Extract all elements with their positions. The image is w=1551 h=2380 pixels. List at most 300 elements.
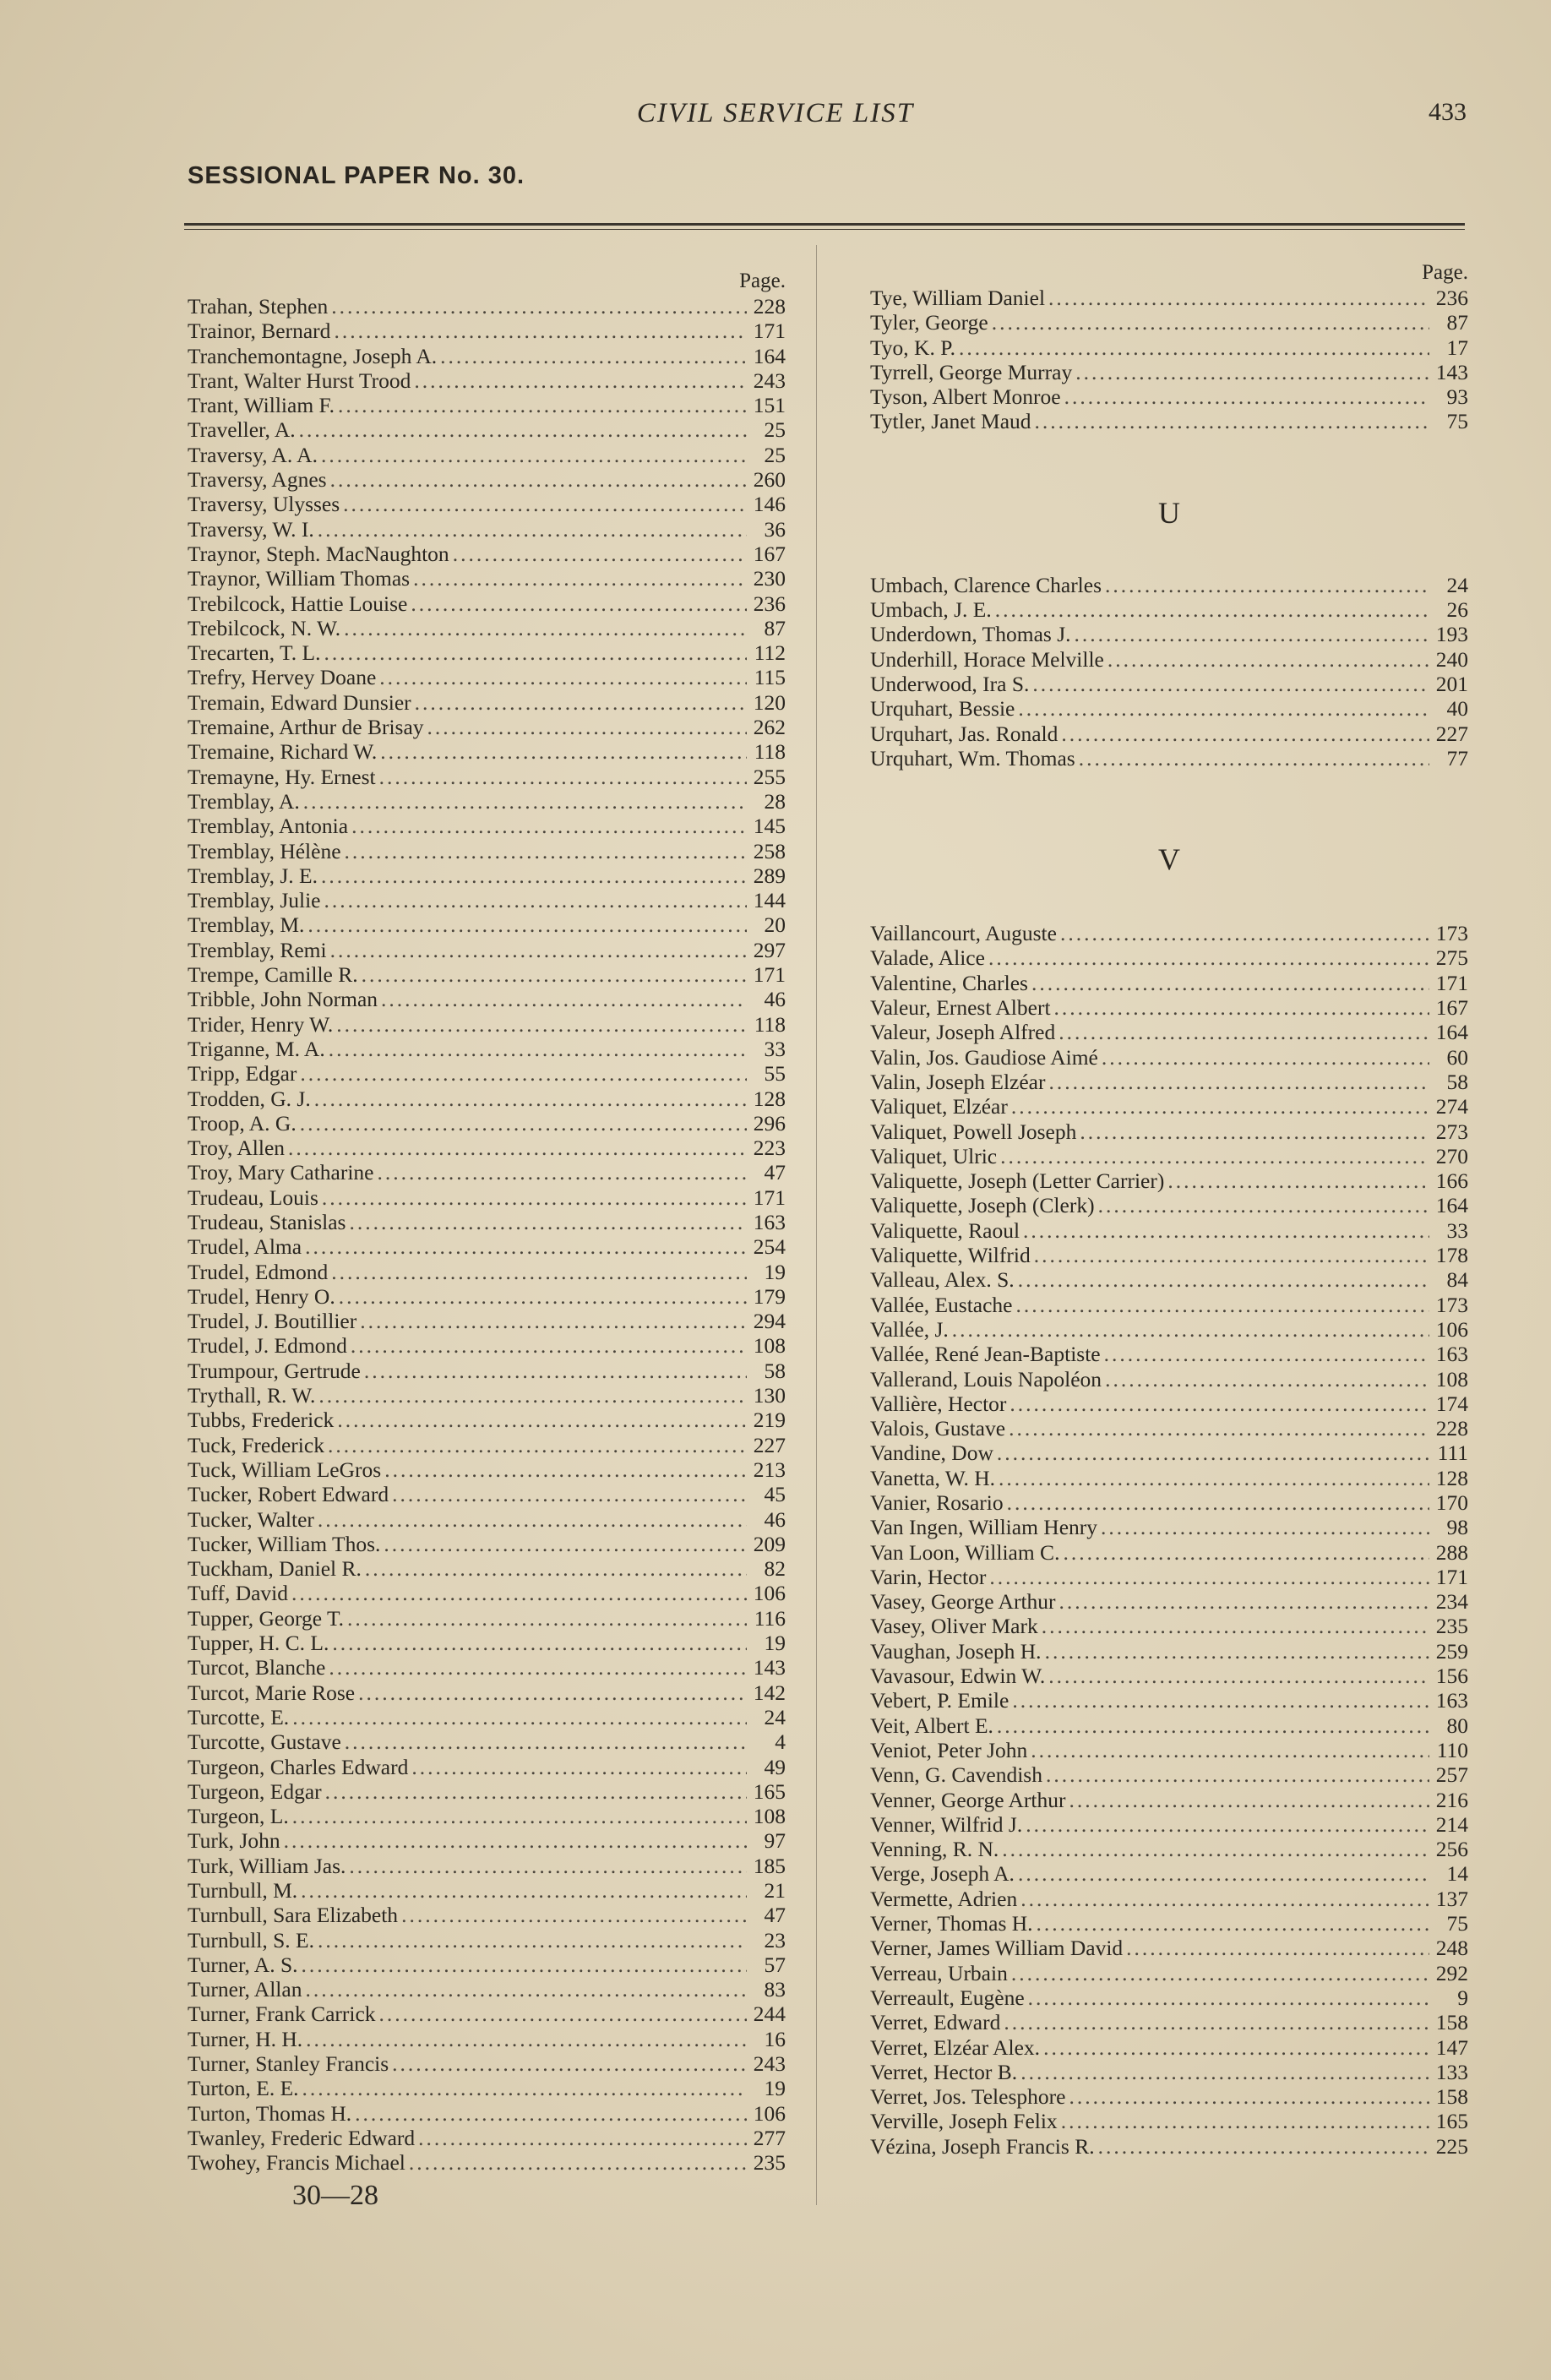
entry-name: Tremblay, Remi	[188, 937, 327, 962]
index-entry	[870, 672, 1468, 696]
entry-page: 235	[1435, 1614, 1468, 1639]
index-entry	[870, 1218, 1468, 1243]
entry-name: Vermette, Adrien	[870, 1886, 1018, 1911]
dot-leader	[1046, 1762, 1429, 1787]
entry-page: 163	[1435, 1688, 1468, 1713]
index-entry	[870, 1812, 1468, 1837]
entry-name: Turcotte, E.	[188, 1704, 290, 1729]
entry-name: Troy, Mary Catharine	[188, 1160, 374, 1185]
index-entry	[188, 715, 786, 739]
dot-leader	[453, 542, 747, 566]
entry-page: 84	[1446, 1267, 1468, 1293]
entry-page: 167	[753, 541, 786, 566]
dot-leader	[318, 1928, 747, 1952]
entry-page: 260	[753, 467, 786, 493]
dot-leader	[1048, 1664, 1429, 1688]
entry-name: Turk, John	[188, 1828, 280, 1854]
dot-leader	[1010, 1392, 1429, 1416]
dot-leader	[338, 393, 747, 417]
entry-name: Trudel, J. Boutillier	[188, 1309, 357, 1334]
index-entry	[870, 597, 1468, 622]
entry-name: Trempe, Camille R.	[188, 962, 358, 988]
entry-name: Turk, William Jas.	[188, 1853, 346, 1878]
index-entry	[188, 1185, 786, 1210]
dot-leader	[1060, 921, 1429, 945]
index-entry	[870, 2035, 1468, 2060]
entry-page: 19	[764, 2076, 786, 2101]
entry-page: 24	[1446, 572, 1468, 597]
dot-leader	[1054, 995, 1429, 1020]
dot-leader	[1023, 1218, 1429, 1243]
page-number: 433	[1429, 98, 1467, 126]
dot-leader	[360, 1309, 747, 1333]
entry-page: 128	[1435, 1465, 1468, 1490]
entry-page: 151	[753, 393, 786, 418]
dot-leader	[1016, 1293, 1429, 1317]
index-entry	[870, 310, 1468, 335]
dot-leader	[1004, 2010, 1429, 2034]
entry-page: 82	[764, 1556, 786, 1582]
dot-leader	[1032, 672, 1429, 696]
index-entry	[870, 1392, 1468, 1416]
entry-page: 112	[754, 640, 786, 666]
dot-leader	[336, 1012, 747, 1037]
entry-name: Vallée, René Jean-Baptiste	[870, 1342, 1101, 1367]
entry-name: Verret, Jos. Telesphore	[870, 2084, 1066, 2110]
entry-name: Tremblay, M.	[188, 912, 305, 938]
index-entry	[870, 409, 1468, 433]
index-entry	[188, 1037, 786, 1061]
entry-page: 46	[764, 1506, 786, 1532]
dot-leader	[364, 1359, 747, 1383]
index-entry	[188, 1012, 786, 1037]
entry-page: 45	[764, 1482, 786, 1507]
index-entry	[188, 1160, 786, 1185]
index-entry	[188, 1532, 786, 1556]
entry-page: 174	[1435, 1391, 1468, 1416]
entry-name: Trant, Walter Hurst Trood	[188, 368, 411, 393]
index-entry	[870, 1911, 1468, 1936]
dot-leader	[358, 1680, 747, 1705]
entry-name: Trecarten, T. L.	[188, 640, 321, 666]
index-entry	[188, 2051, 786, 2076]
index-entry	[188, 863, 786, 888]
entry-page: 156	[1435, 1664, 1468, 1689]
entry-name: Traversy, A. A.	[188, 442, 318, 467]
entry-page: 254	[753, 1234, 786, 1260]
dot-leader	[321, 863, 747, 888]
dot-leader	[1018, 1267, 1429, 1292]
index-entry	[870, 746, 1468, 771]
entry-name: Vanier, Rosario	[870, 1490, 1004, 1515]
index-entry	[870, 622, 1468, 646]
index-entry	[188, 1928, 786, 1952]
entry-page: 19	[764, 1259, 786, 1284]
entry-page: 171	[753, 962, 786, 988]
entry-name: Tremayne, Hy. Ernest	[188, 764, 376, 789]
index-entry	[188, 1581, 786, 1605]
dot-leader	[415, 690, 747, 715]
dot-leader	[427, 715, 747, 739]
dot-leader	[292, 1804, 747, 1828]
index-entry	[870, 971, 1468, 995]
index-entry	[188, 1210, 786, 1234]
index-entry	[188, 1705, 786, 1729]
index-entry	[188, 1804, 786, 1828]
entry-page: 14	[1446, 1861, 1468, 1887]
entry-page: 142	[753, 1680, 786, 1705]
dot-leader	[1009, 1416, 1429, 1441]
entry-name: Vaughan, Joseph H.	[870, 1638, 1042, 1664]
index-entry	[870, 286, 1468, 310]
dot-leader	[1011, 1961, 1429, 1985]
dot-leader	[345, 1729, 747, 1754]
dot-leader	[344, 616, 747, 640]
dot-leader	[349, 1854, 747, 1878]
entry-name: Underdown, Thomas J.	[870, 622, 1071, 647]
entry-page: 256	[1435, 1837, 1468, 1862]
entry-page: 170	[1435, 1490, 1468, 1515]
entry-page: 288	[1435, 1539, 1468, 1565]
entry-name: Tuck, William LeGros	[188, 1457, 382, 1482]
dot-leader	[1059, 1589, 1429, 1614]
entry-name: Valiquette, Joseph (Clerk)	[870, 1193, 1095, 1218]
index-entry	[188, 2027, 786, 2051]
entry-page: 214	[1435, 1811, 1468, 1837]
entry-page: 93	[1446, 384, 1468, 410]
entry-page: 255	[753, 764, 786, 789]
entry-page: 216	[1435, 1787, 1468, 1812]
index-entry	[188, 467, 786, 492]
dot-leader	[1011, 1094, 1429, 1119]
entry-page: 130	[753, 1383, 786, 1408]
dot-leader	[351, 814, 747, 838]
index-entry	[870, 1614, 1468, 1638]
index-entry	[188, 2126, 786, 2150]
index-entry	[870, 1565, 1468, 1589]
entry-name: Tuckham, Daniel R.	[188, 1556, 362, 1582]
index-entry	[188, 1359, 786, 1383]
entry-name: Trainor, Bernard	[188, 319, 331, 344]
index-entry	[870, 1713, 1468, 1738]
entry-list-v	[870, 921, 1468, 2159]
entry-name: Trahan, Stephen	[188, 294, 329, 319]
entry-name: Turton, E. E.	[188, 2076, 299, 2101]
entry-page: 292	[1435, 1960, 1468, 1985]
entry-page: 146	[753, 492, 786, 517]
dot-leader	[334, 319, 747, 343]
dot-leader	[1018, 1861, 1429, 1886]
entry-page: 163	[1435, 1342, 1468, 1367]
entry-list-t	[870, 286, 1468, 434]
dot-leader	[302, 2076, 747, 2100]
entry-name: Turcotte, Gustave	[188, 1729, 341, 1755]
entry-page: 277	[753, 2125, 786, 2150]
index-entry	[188, 294, 786, 319]
index-entry	[188, 1457, 786, 1482]
dot-leader	[305, 1977, 747, 2001]
dot-leader	[997, 1441, 1429, 1465]
dot-leader	[328, 1433, 747, 1457]
dot-leader	[414, 368, 747, 393]
entry-page: 289	[753, 863, 786, 888]
entry-name: Trant, William F.	[188, 393, 335, 418]
entry-page: 179	[753, 1283, 786, 1309]
entry-name: Valiquette, Joseph (Letter Carrier)	[870, 1168, 1165, 1194]
entry-name: Trudel, Edmond	[188, 1259, 329, 1284]
entry-page: 248	[1435, 1936, 1468, 1961]
entry-page: 28	[764, 788, 786, 814]
index-entry	[870, 1168, 1468, 1193]
dot-leader	[1061, 722, 1429, 746]
index-entry	[188, 912, 786, 937]
entry-page: 201	[1435, 671, 1468, 696]
index-entry	[188, 566, 786, 591]
index-entry	[870, 995, 1468, 1020]
entry-page: 40	[1446, 696, 1468, 722]
column-divider	[816, 245, 817, 2205]
entry-page: 26	[1446, 597, 1468, 623]
entry-name: Turnbull, S. E.	[188, 1927, 314, 1952]
dot-leader	[365, 1556, 747, 1581]
dot-leader	[1026, 1812, 1429, 1837]
entry-name: Trudeau, Stanislas	[188, 1209, 346, 1234]
entry-name: Turner, A. S.	[188, 1952, 298, 1977]
entry-name: Turnbull, M.	[188, 1878, 298, 1903]
dot-leader	[1098, 2134, 1429, 2159]
entry-name: Turcot, Blanche	[188, 1655, 326, 1680]
entry-name: Vandine, Dow	[870, 1441, 993, 1466]
dot-leader	[413, 566, 747, 591]
entry-name: Verreault, Eugène	[870, 1985, 1025, 2010]
entry-page: 147	[1435, 2034, 1468, 2060]
dot-leader	[1098, 1193, 1429, 1217]
index-entry	[870, 1515, 1468, 1539]
index-entry	[188, 938, 786, 962]
dot-leader	[392, 2051, 747, 2076]
index-entry	[188, 2101, 786, 2126]
entry-page: 110	[1436, 1737, 1468, 1762]
dot-leader	[332, 1631, 747, 1655]
dot-leader	[349, 1210, 747, 1234]
index-entry	[188, 344, 786, 368]
entry-name: Tremaine, Arthur de Brisay	[188, 715, 424, 740]
entry-page: 193	[1435, 622, 1468, 647]
entry-name: Tupper, H. C. L.	[188, 1631, 329, 1656]
page-column-heading: Page.	[1422, 261, 1468, 284]
dot-leader	[339, 1284, 747, 1309]
entry-page: 108	[753, 1804, 786, 1829]
entry-page: 258	[753, 838, 786, 863]
dot-leader	[1061, 2109, 1429, 2133]
entry-name: Traversy, Ulysses	[188, 492, 340, 517]
dot-leader	[1002, 1837, 1429, 1861]
entry-name: Venner, Wilfrid J.	[870, 1811, 1023, 1837]
index-entry	[188, 962, 786, 987]
entry-name: Venner, George Arthur	[870, 1787, 1066, 1812]
entry-name: Tremblay, J. E.	[188, 863, 318, 888]
entry-name: Tytler, Janet Maud	[870, 409, 1031, 434]
entry-name: Troop, A. G.	[188, 1110, 297, 1136]
index-entry	[870, 1416, 1468, 1441]
index-entry	[188, 417, 786, 442]
index-entry	[870, 722, 1468, 746]
index-entry	[870, 1837, 1468, 1861]
dot-leader	[347, 1606, 747, 1631]
index-entry	[188, 1903, 786, 1927]
entry-name: Traversy, W. I.	[188, 516, 314, 542]
entry-name: Tribble, John Norman	[188, 987, 378, 1012]
entry-name: Valiquet, Powell Joseph	[870, 1119, 1077, 1144]
dot-leader	[1034, 1243, 1429, 1267]
entry-page: 80	[1446, 1713, 1468, 1738]
dot-leader	[337, 1408, 747, 1432]
dot-leader	[384, 1532, 747, 1556]
index-entry	[870, 573, 1468, 597]
entry-name: Turgeon, L.	[188, 1804, 289, 1829]
index-entry	[870, 1887, 1468, 1911]
section-letter-u: U	[1158, 495, 1180, 530]
index-entry	[870, 1045, 1468, 1070]
entry-name: Valleau, Alex. S.	[870, 1267, 1015, 1293]
entry-page: 171	[1435, 970, 1468, 995]
index-entry	[188, 616, 786, 640]
dot-leader	[989, 1565, 1429, 1589]
dot-leader	[1007, 1490, 1429, 1515]
entry-name: Tremblay, Antonia	[188, 814, 349, 839]
entry-page: 244	[753, 2001, 786, 2027]
dot-leader	[1104, 1342, 1429, 1366]
entry-page: 225	[1435, 2133, 1468, 2159]
index-entry	[870, 1367, 1468, 1392]
entry-page: 164	[753, 343, 786, 368]
page-column-heading: Page.	[739, 270, 786, 292]
dot-leader	[362, 962, 747, 987]
dot-leader	[288, 1136, 747, 1160]
dot-leader	[995, 597, 1429, 622]
index-entry	[188, 1779, 786, 1804]
dot-leader	[331, 1260, 747, 1284]
dot-leader	[379, 2001, 747, 2026]
entry-name: Tucker, Robert Edward	[188, 1482, 389, 1507]
entry-page: 163	[753, 1209, 786, 1234]
entry-name: Van Loon, William C.	[870, 1539, 1060, 1565]
entry-page: 259	[1435, 1638, 1468, 1664]
dot-leader	[351, 1333, 747, 1358]
dot-leader	[1064, 384, 1429, 409]
entry-name: Trudel, Alma	[188, 1234, 302, 1260]
entry-name: Tupper, George T.	[188, 1605, 345, 1631]
dot-leader	[411, 591, 747, 616]
index-entry	[870, 1267, 1468, 1292]
dot-leader	[1048, 286, 1429, 310]
header-rule	[184, 223, 1465, 226]
index-entry	[870, 647, 1468, 672]
dot-leader	[305, 1234, 747, 1259]
entry-name: Umbach, J. E.	[870, 597, 992, 623]
entry-page: 58	[764, 1358, 786, 1383]
entry-name: Turner, H. H.	[188, 2026, 303, 2051]
entry-name: Turgeon, Edgar	[188, 1778, 322, 1804]
entry-name: Verner, James William David	[870, 1936, 1124, 1961]
index-entry	[870, 335, 1468, 360]
dot-leader	[284, 1828, 747, 1853]
entry-name: Twohey, Francis Michael	[188, 2150, 405, 2176]
entry-page: 133	[1435, 2059, 1468, 2084]
entry-page: 106	[1435, 1316, 1468, 1342]
index-entry	[188, 1408, 786, 1432]
entry-list-u	[870, 573, 1468, 771]
header-rule-thin	[184, 229, 1465, 230]
entry-page: 145	[753, 814, 786, 839]
index-entry	[870, 1466, 1468, 1490]
index-entry	[870, 945, 1468, 970]
index-entry	[870, 1094, 1468, 1119]
dot-leader	[1035, 409, 1429, 433]
index-entry	[188, 640, 786, 665]
entry-page: 213	[753, 1457, 786, 1482]
entry-name: Verner, Thomas H.	[870, 1911, 1033, 1936]
index-entry	[188, 1729, 786, 1754]
entry-name: Valiquette, Raoul	[870, 1217, 1020, 1243]
entry-name: Verret, Edward	[870, 2010, 1001, 2035]
index-entry	[870, 1020, 1468, 1044]
index-entry	[870, 1342, 1468, 1366]
dot-leader	[1031, 971, 1429, 995]
entry-page: 98	[1446, 1515, 1468, 1540]
entry-page: 296	[753, 1110, 786, 1136]
index-entry	[188, 2150, 786, 2175]
entry-name: Urquhart, Wm. Thomas	[870, 745, 1075, 771]
index-entry	[870, 1119, 1468, 1144]
index-entry	[188, 443, 786, 467]
entry-page: 111	[1437, 1441, 1468, 1466]
entry-name: Vanetta, W. H.	[870, 1465, 996, 1490]
entry-page: 115	[754, 665, 786, 690]
entry-name: Tremain, Edward Dunsier	[188, 689, 411, 715]
index-entry	[188, 1952, 786, 1977]
dot-leader	[302, 1952, 747, 1977]
index-entry	[188, 591, 786, 616]
entry-page: 158	[1435, 2084, 1468, 2110]
entry-name: Urquhart, Jas. Ronald	[870, 721, 1058, 746]
dot-leader	[959, 335, 1429, 360]
entry-name: Tripp, Edgar	[188, 1061, 297, 1087]
dot-leader	[1042, 1614, 1429, 1638]
index-entry	[870, 1985, 1468, 2010]
entry-name: Varin, Hector	[870, 1564, 987, 1589]
dot-leader	[1069, 1788, 1429, 1812]
entry-name: Tucker, William Thos.	[188, 1531, 381, 1556]
entry-name: Valin, Joseph Elzéar	[870, 1069, 1046, 1094]
dot-leader	[1167, 1168, 1429, 1193]
index-entry	[188, 517, 786, 542]
index-entry	[870, 1243, 1468, 1267]
entry-page: 17	[1446, 335, 1468, 360]
dot-leader	[1101, 1515, 1429, 1539]
dot-leader	[291, 1581, 747, 1605]
dot-leader	[1105, 1367, 1429, 1392]
entry-page: 209	[753, 1531, 786, 1556]
entry-name: Veniot, Peter John	[870, 1737, 1028, 1762]
dot-leader	[1018, 696, 1429, 721]
entry-page: 47	[764, 1160, 786, 1185]
entry-page: 234	[1435, 1589, 1468, 1615]
entry-page: 228	[1435, 1416, 1468, 1441]
entry-name: Traversy, Agnes	[188, 467, 327, 493]
entry-page: 108	[1435, 1366, 1468, 1392]
entry-page: 236	[753, 591, 786, 616]
